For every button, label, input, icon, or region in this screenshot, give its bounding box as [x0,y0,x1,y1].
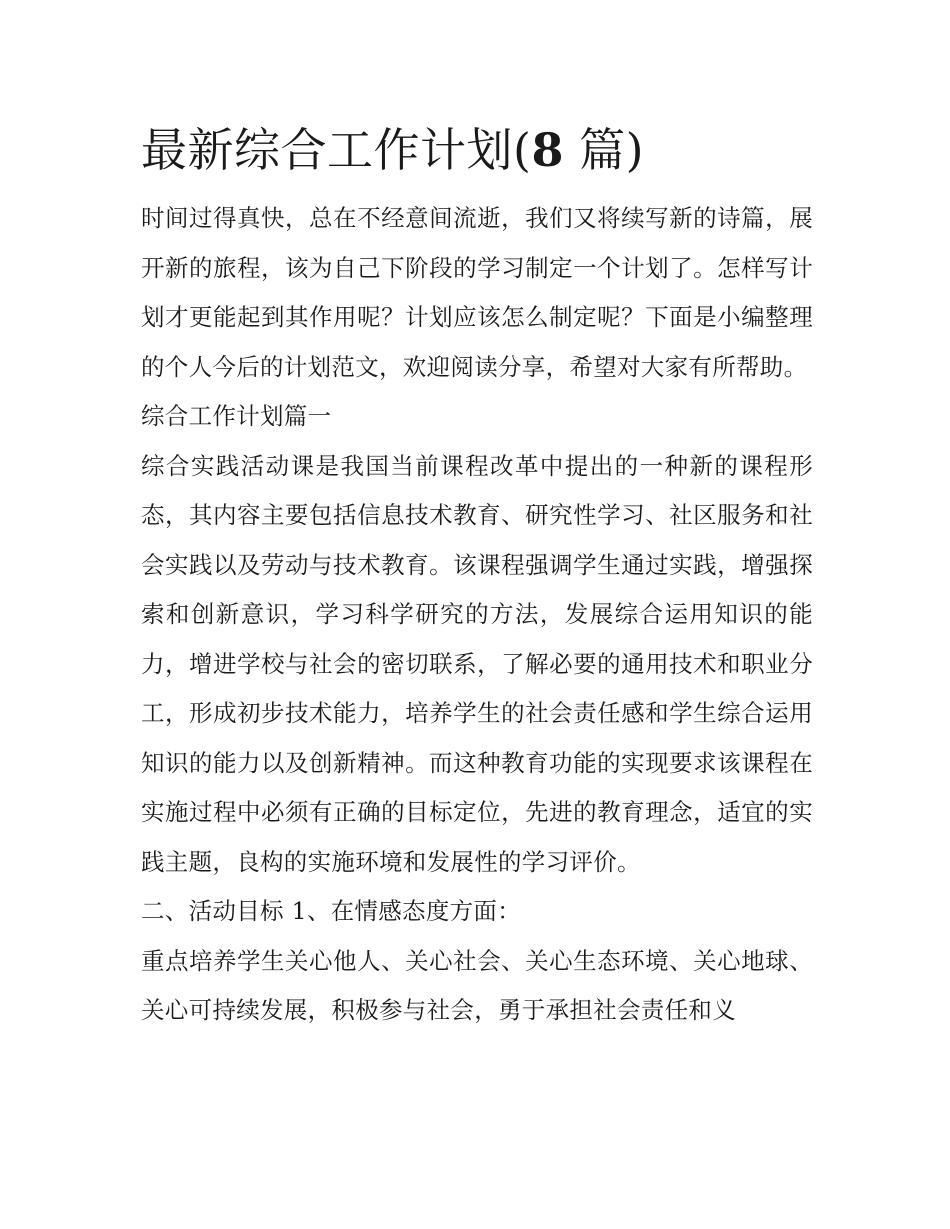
section-2-paragraph: 重点培养学生关心他人、关心社会、关心生态环境、关心地球、关心可持续发展，积极参与社会，勇于承担社会责任和义 [141,946,813,1024]
title-main: 最新综合工作计划( [141,123,532,177]
document-title [141,118,813,182]
document-page [141,118,813,1036]
section-1-paragraph: 综合实践活动课是我国当前课程改革中提出的一种新的课程形态，其内容主要包括信息技术教育、研究性学习、社区服务和社会实践以及劳动与技术教育。该课程强调学生通过实践，增强探索和创新意识，学习科学研究的方法，发展综合运用知识的能力，增进学校与社会的密切联系，了解必要的通用技术和职业分工，形成初步技术能力，培养学生的社会责任感和学生综合运用知识的能力以及创新精神。而这种教育功能的实现要求该课程在实施过程中必须有正确的目标定位，先进的教育理念，适宜的实践主题，良构的实施环境和发展性的学习评价。 [141,451,813,876]
section-heading-2: 二、活动目标 1、在情感态度方面： [141,897,522,925]
section-heading-1: 综合工作计划篇一 [141,402,332,430]
intro-paragraph: 时间过得真快，总在不经意间流逝，我们又将续写新的诗篇，展开新的旅程，该为自己下阶段的学习制定一个计划了。怎样写计划才更能起到其作用呢？计划应该怎么制定呢？下面是小编整理的个人今后的计划范文，欢迎阅读分享，希望对大家有所帮助。 [141,204,813,381]
title-number: 8 [531,123,564,177]
title-tail: 篇) [563,123,645,177]
document-body [141,194,813,1036]
